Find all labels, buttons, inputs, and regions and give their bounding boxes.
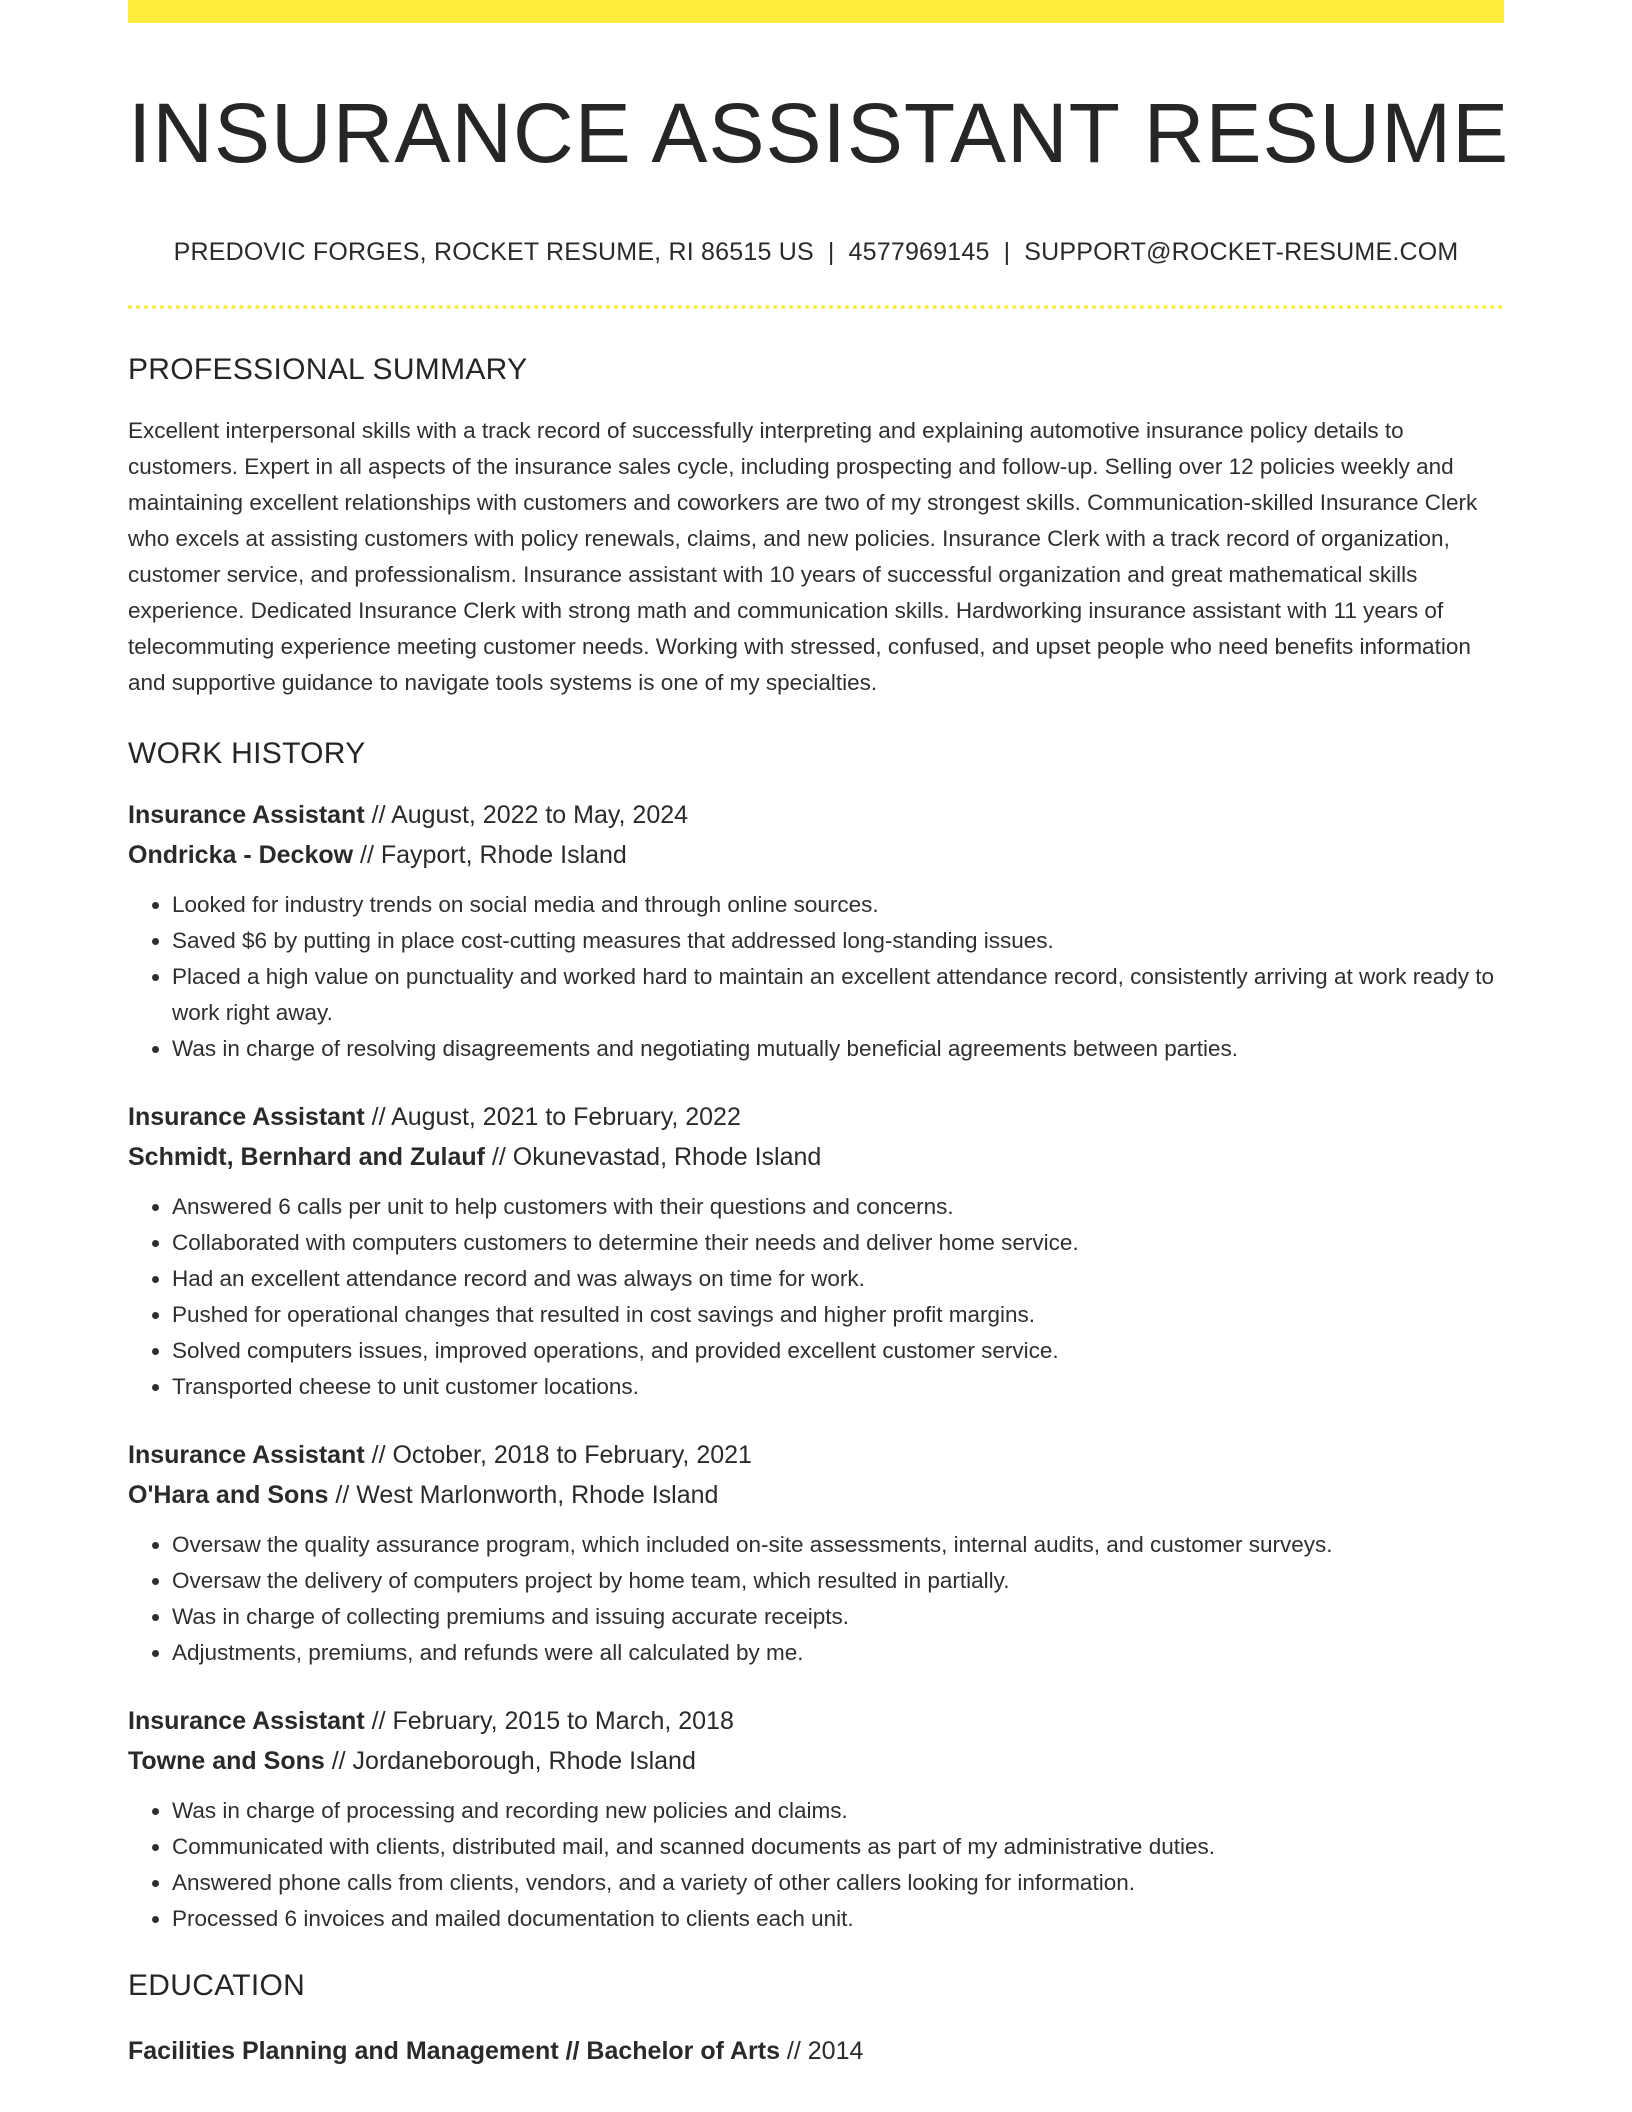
work-history-list (128, 795, 1504, 1937)
job-company: O'Hara and Sons (128, 1480, 329, 1509)
job-entry (128, 1097, 1504, 1405)
job-company-line (128, 1741, 1504, 1781)
job-bullets (128, 1189, 1504, 1405)
contact-email: SUPPORT@ROCKET-RESUME.COM (1024, 237, 1459, 266)
resume-title: INSURANCE ASSISTANT RESUME (128, 86, 1510, 180)
summary-text: Excellent interpersonal skills with a track record of successfully interpreting and explaining automotive insurance policy details to customers. Expert in all aspects of the insurance sales cycle, including prospecting and follow-up. Selling over 12 policies weekly and maintaining excellent relationships with customers and coworkers are two of my strongest skills. Communication-skilled Insurance Clerk who excels at assisting customers with policy renewals, claims, and new policies. Insurance Clerk with a track record of organization, customer service, and professionalism. Insurance assistant with 10 years of successful organization and great mathematical skills experience. Dedicated Insurance Clerk with strong math and communication skills. Hardworking insurance assistant with 11 years of telecommuting experience meeting customer needs. Working with stressed, confused, and upset people who need benefits information and supportive guidance to navigate tools systems is one of my specialties. (128, 417, 1478, 695)
job-bullet: • Was in charge of processing and recording new policies and claims. (172, 1793, 1504, 1829)
job-bullet: • Answered 6 calls per unit to help customers with their questions and concerns. (172, 1189, 1504, 1225)
contact-separator: | (1003, 237, 1011, 266)
contact-phone: 4577969145 (848, 237, 990, 266)
education-year: // 2014 (779, 2036, 864, 2065)
resume-page (128, 0, 1510, 2071)
job-title-line (128, 795, 1504, 835)
job-bullet: • Was in charge of resolving disagreements and negotiating mutually beneficial agreements between parties. (172, 1031, 1504, 1067)
job-bullets (128, 1527, 1504, 1671)
job-bullet: • Looked for industry trends on social media and through online sources. (172, 887, 1504, 923)
job-bullet: • Solved computers issues, improved operations, and provided excellent customer service. (172, 1333, 1504, 1369)
job-dates: // August, 2022 to May, 2024 (364, 800, 689, 829)
work-history-heading: WORK HISTORY (128, 736, 366, 770)
job-title: Insurance Assistant (128, 1706, 365, 1735)
job-bullet: • Oversaw the delivery of computers project by home team, which resulted in partially. (172, 1563, 1504, 1599)
job-bullet: • Pushed for operational changes that resulted in cost savings and higher profit margins. (172, 1297, 1504, 1333)
job-bullet: • Had an excellent attendance record and was always on time for work. (172, 1261, 1504, 1297)
job-company-line (128, 1137, 1504, 1177)
job-bullet: • Processed 6 invoices and mailed documentation to clients each unit. (172, 1901, 1504, 1937)
job-bullet: • Collaborated with computers customers to determine their needs and deliver home service. (172, 1225, 1504, 1261)
job-location: // Jordaneborough, Rhode Island (324, 1746, 696, 1775)
job-title-line (128, 1701, 1504, 1741)
job-title: Insurance Assistant (128, 800, 365, 829)
education-degree: Facilities Planning and Management // Bachelor of Arts (128, 2036, 780, 2065)
job-bullet: • Transported cheese to unit customer locations. (172, 1369, 1504, 1405)
job-entry (128, 795, 1504, 1067)
job-title-line (128, 1097, 1504, 1137)
job-bullet: • Saved $6 by putting in place cost-cutting measures that addressed long-standing issues. (172, 923, 1504, 959)
job-bullet: • Communicated with clients, distributed mail, and scanned documents as part of my administrative duties. (172, 1829, 1504, 1865)
job-location: // West Marlonworth, Rhode Island (328, 1480, 719, 1509)
job-bullet: • Placed a high value on punctuality and worked hard to maintain an excellent attendance record, consistently arriving at work ready to work right away. (172, 959, 1504, 1031)
job-entry (128, 1701, 1504, 1937)
job-bullet: • Answered phone calls from clients, vendors, and a variety of other callers looking for information. (172, 1865, 1504, 1901)
job-title: Insurance Assistant (128, 1102, 365, 1131)
job-company-line (128, 1475, 1504, 1515)
job-company: Ondricka - Deckow (128, 840, 354, 869)
job-entry (128, 1435, 1504, 1671)
job-location: // Okunevastad, Rhode Island (484, 1142, 822, 1171)
contact-address: PREDOVIC FORGES, ROCKET RESUME, RI 86515 US (173, 237, 814, 266)
dotted-divider (128, 305, 1504, 309)
job-bullet: • Was in charge of collecting premiums and issuing accurate receipts. (172, 1599, 1504, 1635)
job-company-line (128, 835, 1504, 875)
job-title: Insurance Assistant (128, 1440, 365, 1469)
job-bullet: • Oversaw the quality assurance program, which included on-site assessments, internal audits, and customer surveys. (172, 1527, 1504, 1563)
education-entry (128, 2031, 1504, 2071)
job-bullets (128, 887, 1504, 1067)
contact-separator: | (827, 237, 835, 266)
job-company: Schmidt, Bernhard and Zulauf (128, 1142, 485, 1171)
contact-line (128, 238, 1504, 267)
summary-heading: PROFESSIONAL SUMMARY (128, 352, 528, 386)
education-heading: EDUCATION (128, 1968, 306, 2002)
job-bullet: • Adjustments, premiums, and refunds were all calculated by me. (172, 1635, 1504, 1671)
job-company: Towne and Sons (128, 1746, 325, 1775)
job-title-line (128, 1435, 1504, 1475)
job-location: // Fayport, Rhode Island (353, 840, 627, 869)
job-dates: // February, 2015 to March, 2018 (364, 1706, 734, 1735)
job-bullets (128, 1793, 1504, 1937)
accent-top-bar (128, 0, 1504, 23)
job-dates: // October, 2018 to February, 2021 (364, 1440, 752, 1469)
job-dates: // August, 2021 to February, 2022 (364, 1102, 741, 1131)
